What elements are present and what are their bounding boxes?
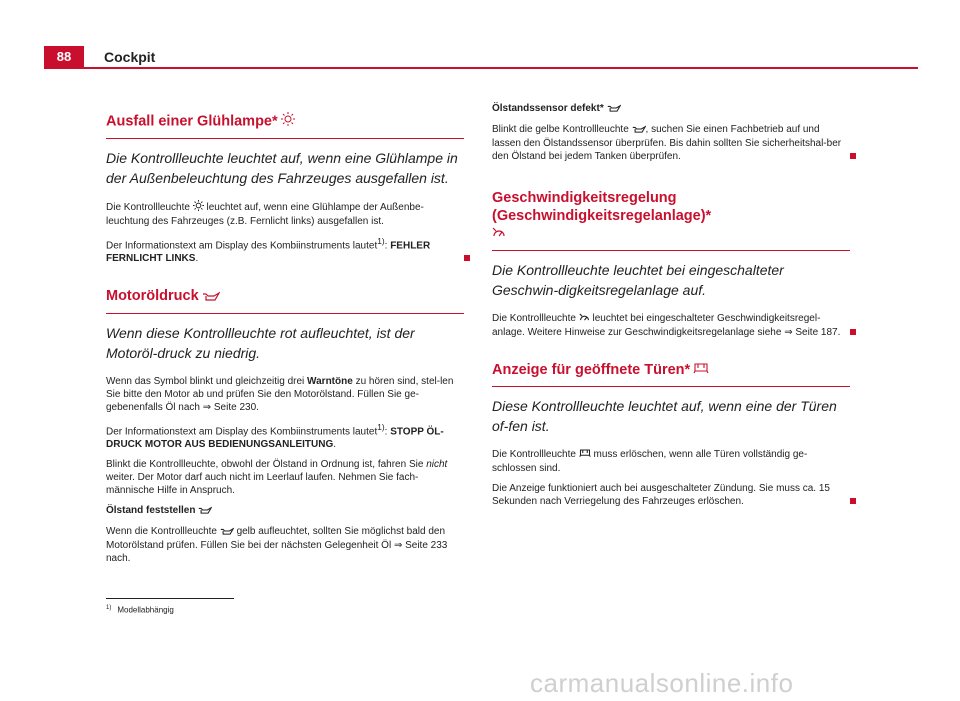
footnote-text: Modellabhängig: [117, 605, 174, 615]
footnote-ref[interactable]: 1): [377, 421, 385, 432]
text: Wenn das Symbol blinkt und gleichzeitig drei: [106, 375, 305, 387]
text: Wenn die Kontrollleuchte: [106, 525, 217, 537]
oil-sensor-text: [492, 123, 850, 163]
text: .: [195, 253, 199, 265]
text: leuchtet auf, wenn eine Glühlampe der Außenbe-leuchtung des Fahrzeuges (z.B. Fernlicht links) ausgefallen ist.: [106, 202, 424, 227]
bulb-failure-icon: [281, 112, 295, 131]
oil-level-text: [106, 525, 464, 565]
text: Blinkt die Kontrollleuchte, obwohl der Ölstand in Ordnung ist, fahren Sie: [106, 458, 424, 470]
heading-text: Anzeige für geöffnete Türen*: [492, 362, 691, 379]
display-message: FEHLER FERNLICHT LINKS: [106, 240, 431, 265]
cruise-control-text: [492, 312, 850, 339]
footnote-rule: [106, 598, 234, 599]
footnote-mark: 1): [106, 605, 112, 611]
header-rule: [44, 67, 918, 69]
cruise-control-heading: [492, 189, 850, 251]
text: Die Kontrollleuchte: [492, 449, 576, 461]
bulb-failure-display-text: [106, 235, 464, 265]
text: :: [384, 240, 391, 252]
door-open-section: [492, 361, 850, 508]
oil-pressure-text-2: [106, 421, 464, 451]
text: Die Kontrollleuchte: [492, 313, 576, 325]
right-column: [492, 102, 850, 515]
subheading-text: Ölstand feststellen: [106, 504, 196, 516]
text: weiter. Der Motor darf auch nicht im Leerlauf laufen. Nehmen Sie fach-männische Hilfe in Anspruch.: [106, 471, 419, 496]
text: leuchtet bei eingeschalteter Geschwindigkeitsregel-anlage. Weitere Hinweise zur Geschwindigkeitsregelanlage siehe ⇒ Seite 187.: [492, 313, 841, 339]
bulb-failure-heading: [106, 112, 464, 139]
oil-can-icon: [607, 103, 621, 116]
emphasis: nicht: [426, 458, 448, 470]
left-column: [106, 112, 464, 572]
oil-can-icon: [202, 288, 220, 306]
oil-level-subheading: [106, 504, 464, 518]
oil-can-icon: [632, 124, 646, 137]
oil-pressure-lead: Wenn diese Kontrollleuchte rot aufleuchtet, ist der Motoröl-druck zu niedrig.: [106, 324, 415, 361]
cruise-control-icon: [579, 312, 590, 326]
oil-can-icon: [220, 526, 234, 539]
text: :: [384, 425, 391, 437]
text: Der Informationstext am Display des Kombiinstruments lautet: [106, 240, 378, 252]
bulb-failure-text: [106, 200, 464, 228]
section-end-marker: [850, 498, 856, 504]
section-end-marker: [850, 329, 856, 335]
oil-can-icon: [198, 505, 212, 518]
bulb-failure-lead: Die Kontrollleuchte leuchtet auf, wenn eine Glühlampe in der Außenbeleuchtung des Fahrzeuges ausgefallen ist.: [106, 150, 458, 186]
text: Die Kontrollleuchte: [106, 202, 190, 213]
oil-pressure-text-3: [106, 458, 464, 497]
watermark[interactable]: carmanualsonline.info: [530, 668, 794, 698]
section-end-marker: [464, 255, 470, 261]
heading-text: Motoröldruck: [106, 288, 199, 305]
door-open-text-1: [492, 448, 850, 475]
cruise-control-lead: Die Kontrollleuchte leuchtet bei eingeschalteter Geschwin-digkeitsregelanlage auf.: [492, 262, 784, 299]
text: Blinkt die gelbe Kontrollleuchte: [492, 124, 629, 135]
page-number: 88: [44, 46, 84, 68]
subheading-text: Ölstandssensor defekt*: [492, 103, 604, 114]
bulb-failure-icon: [193, 200, 204, 215]
text: gelb aufleuchtet, sollten Sie möglichst bald den Motorölstand prüfen. Füllen Sie bei der nächsten Gelegenheit Öl ⇒ Seite 233 nach.: [106, 525, 448, 564]
text: .: [333, 438, 337, 450]
section-end-marker: [850, 153, 856, 159]
cruise-control-section: [492, 189, 850, 339]
door-open-text-2: [492, 482, 850, 508]
text: zu hören sind, stel-len Sie bitte den Motor ab und prüfen Sie den Motorölstand. Füllen Sie ge-gebenenfalls Öl nach ⇒ Seite 230.: [106, 375, 454, 413]
bulb-failure-section: [106, 112, 464, 265]
door-open-heading: [492, 361, 850, 387]
warning-tones-label: Warntöne: [307, 375, 353, 387]
oil-sensor-section: [492, 102, 850, 163]
text: Die Anzeige funktioniert auch bei ausgeschalteter Zündung. Sie muss ca. 15 Sekunden nach Verriegelung des Fahrzeuges erlöschen.: [492, 483, 830, 508]
oil-sensor-subheading: [492, 102, 850, 116]
door-open-icon: [693, 361, 709, 379]
door-open-icon: [579, 448, 591, 462]
door-open-lead: Diese Kontrollleuchte leuchtet auf, wenn eine der Türen of-fen ist.: [492, 398, 837, 435]
cruise-control-icon: [492, 225, 506, 243]
footnote: [106, 605, 174, 615]
oil-pressure-section: [106, 287, 464, 565]
text: , suchen Sie einen Fachbetrieb auf und lassen den Ölstandssensor überprüfen. Bis dahin sollten Sie sicherheitshal-ber den Ölstand bei jedem Tanken überprüfen.: [492, 124, 842, 162]
oil-pressure-heading: [106, 287, 464, 313]
heading-text: Ausfall einer Glühlampe*: [106, 113, 278, 130]
text: muss erlöschen, wenn alle Türen vollständig ge-schlossen sind.: [492, 449, 808, 475]
display-message: STOPP ÖL-DRUCK MOTOR AUS BEDIENUNGSANLEITUNG: [106, 425, 444, 450]
oil-pressure-text-1: [106, 375, 464, 414]
footnote-ref[interactable]: 1): [377, 236, 385, 246]
section-title: Cockpit: [104, 49, 156, 65]
heading-text: Geschwindigkeitsregelung (Geschwindigkeitsregelanlage)*: [492, 190, 712, 224]
text: Der Informationstext am Display des Kombiinstruments lautet: [106, 425, 378, 437]
